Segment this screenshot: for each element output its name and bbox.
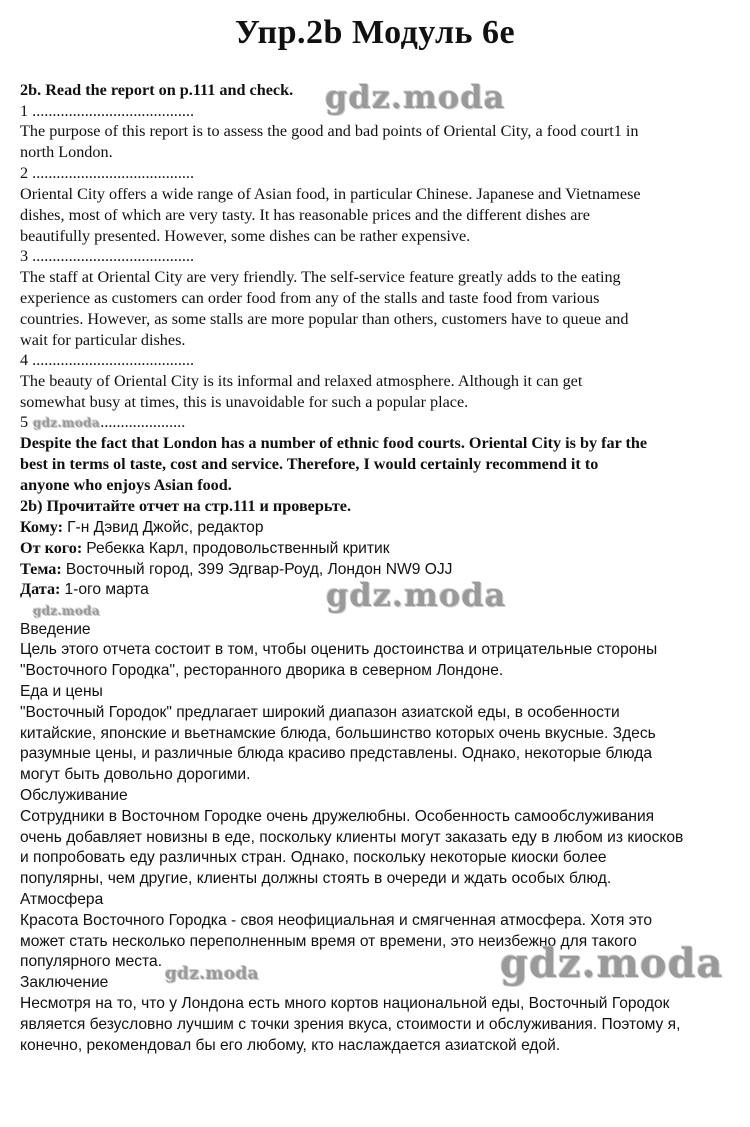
conclusion-line: Несмотря на то, что у Лондона есть много кортов национальной еды, Восточный Городок: [20, 995, 670, 1012]
intro-title: Введение: [20, 621, 91, 638]
service-line: Сотрудники в Восточном Городке очень дружелюбны. Особенность самообслуживания: [20, 808, 655, 825]
food-line: "Восточный Городок" предлагает широкий диапазон азиатской еды, в особенности: [20, 704, 620, 721]
service-line: очень добавляет новизны в еде, поскольку клиенты могут заказать еду в любом из киосков: [20, 829, 684, 846]
paragraph-1-line: The purpose of this report is to assess the good and bad points of Oriental City, a food court1 in: [20, 122, 639, 140]
blank-4: 4 ........................................: [20, 351, 195, 369]
watermark-logo: gdz.moda: [325, 78, 506, 116]
paragraph-3-line: The staff at Oriental City are very friendly. The self-service feature greatly adds to the eating: [20, 268, 621, 286]
food-line: китайские, японские и вьетнамские блюда, большинство которых очень вкусные. Здесь: [20, 725, 656, 742]
paragraph-5-line: best in terms ol taste, cost and service. Therefore, I would certainly recommend it to: [20, 455, 599, 473]
watermark-logo: gdz.moda: [33, 604, 101, 618]
memo-to-value: Г-н Дэвид Джойс, редактор: [67, 519, 264, 536]
atmosphere-line: популярного места.: [20, 953, 163, 970]
english-heading: 2b. Read the report on p.111 and check.: [20, 81, 294, 99]
atmosphere-line: Красота Восточного Городка - своя неофициальная и смягченная атмосфера. Хотя это: [20, 912, 653, 929]
paragraph-5-line: anyone who enjoys Asian food.: [20, 476, 232, 494]
food-line: разумные цены, и различные блюда красиво представлены. Однако, некоторые блюда: [20, 745, 653, 762]
paragraph-1-line: north London.: [20, 143, 113, 161]
paragraph-2-line: beautifully presented. However, some dishes can be rather expensive.: [20, 227, 471, 245]
blank-1: 1 ........................................: [20, 102, 195, 120]
conclusion-line: конечно, рекомендовал бы его любому, кто наслаждается азиатской едой.: [20, 1037, 561, 1054]
intro-line: "Восточного Городка", ресторанного дворика в северном Лондоне.: [20, 662, 504, 679]
intro-line: Цель этого отчета состоит в том, чтобы оценить достоинства и отрицательные стороны: [20, 641, 658, 658]
food-line: могут быть довольно дорогими.: [20, 766, 251, 783]
memo-subject-label: Тема:: [20, 560, 62, 578]
conclusion-line: является безусловно лучшим с точки зрения вкуса, стоимости и обслуживания. Поэтому я,: [20, 1016, 681, 1033]
memo-from-value: Ребекка Карл, продовольственный критик: [86, 540, 390, 557]
memo-to-label: Кому:: [20, 518, 64, 536]
paragraph-3-line: wait for particular dishes.: [20, 331, 186, 349]
memo-date-label: Дата:: [20, 580, 61, 598]
watermark-logo: gdz.moda: [500, 940, 724, 987]
blank-3: 3 ........................................: [20, 247, 195, 265]
blank-5: [20, 412, 735, 433]
atmosphere-line: может стать несколько переполненным время от времени, это неизбежно для такого: [20, 933, 637, 950]
blank-5-dots: ........................: [88, 413, 186, 431]
conclusion-title: Заключение: [20, 974, 109, 991]
food-title: Еда и цены: [20, 683, 103, 700]
watermark-logo: gdz.moda: [33, 416, 101, 430]
paragraph-3-line: countries. However, as some stalls are more popular than others, customers have to queue and: [20, 310, 629, 328]
page-title: Упр.2b Модуль 6е: [234, 14, 516, 51]
paragraph-3-line: experience as customers can order food from any of the stalls and taste food from various: [20, 289, 600, 307]
atmosphere-title: Атмосфера: [20, 891, 104, 908]
blank-5-number: 5: [20, 413, 29, 431]
memo-from-label: От кого:: [20, 539, 83, 557]
paragraph-4-line: somewhat busy at times, this is unavoidable for such a popular place.: [20, 393, 469, 411]
memo-to: [20, 517, 735, 539]
russian-heading: 2b) Прочитайте отчет на стр.111 и проверьте.: [20, 497, 351, 515]
service-line: популярны, чем другие, клиенты должны стоять в очереди и ждать особых блюд.: [20, 870, 612, 887]
paragraph-2-line: dishes, most of which are very tasty. It has reasonable prices and the different dishes are: [20, 206, 590, 224]
paragraph-4-line: The beauty of Oriental City is its informal and relaxed atmosphere. Although it can get: [20, 372, 583, 390]
memo-date-value: 1-ого марта: [64, 581, 149, 598]
memo-from: [20, 538, 735, 560]
watermark-logo: gdz.moda: [165, 964, 259, 984]
paragraph-2-line: Oriental City offers a wide range of Asian food, in particular Chinese. Japanese and Vietnamese: [20, 185, 641, 203]
service-line: и попробовать еду различных стран. Однако, поскольку некоторые киоски более: [20, 849, 607, 866]
service-title: Обслуживание: [20, 787, 128, 804]
blank-2: 2 ........................................: [20, 164, 195, 182]
watermark-logo: gdz.moda: [326, 576, 507, 614]
paragraph-5-line: Despite the fact that London has a number of ethnic food courts. Oriental City is by far the: [20, 434, 648, 452]
memo-subject-value: Восточный город, 399 Эдгвар-Роуд, Лондон NW9 OJJ: [65, 561, 453, 578]
